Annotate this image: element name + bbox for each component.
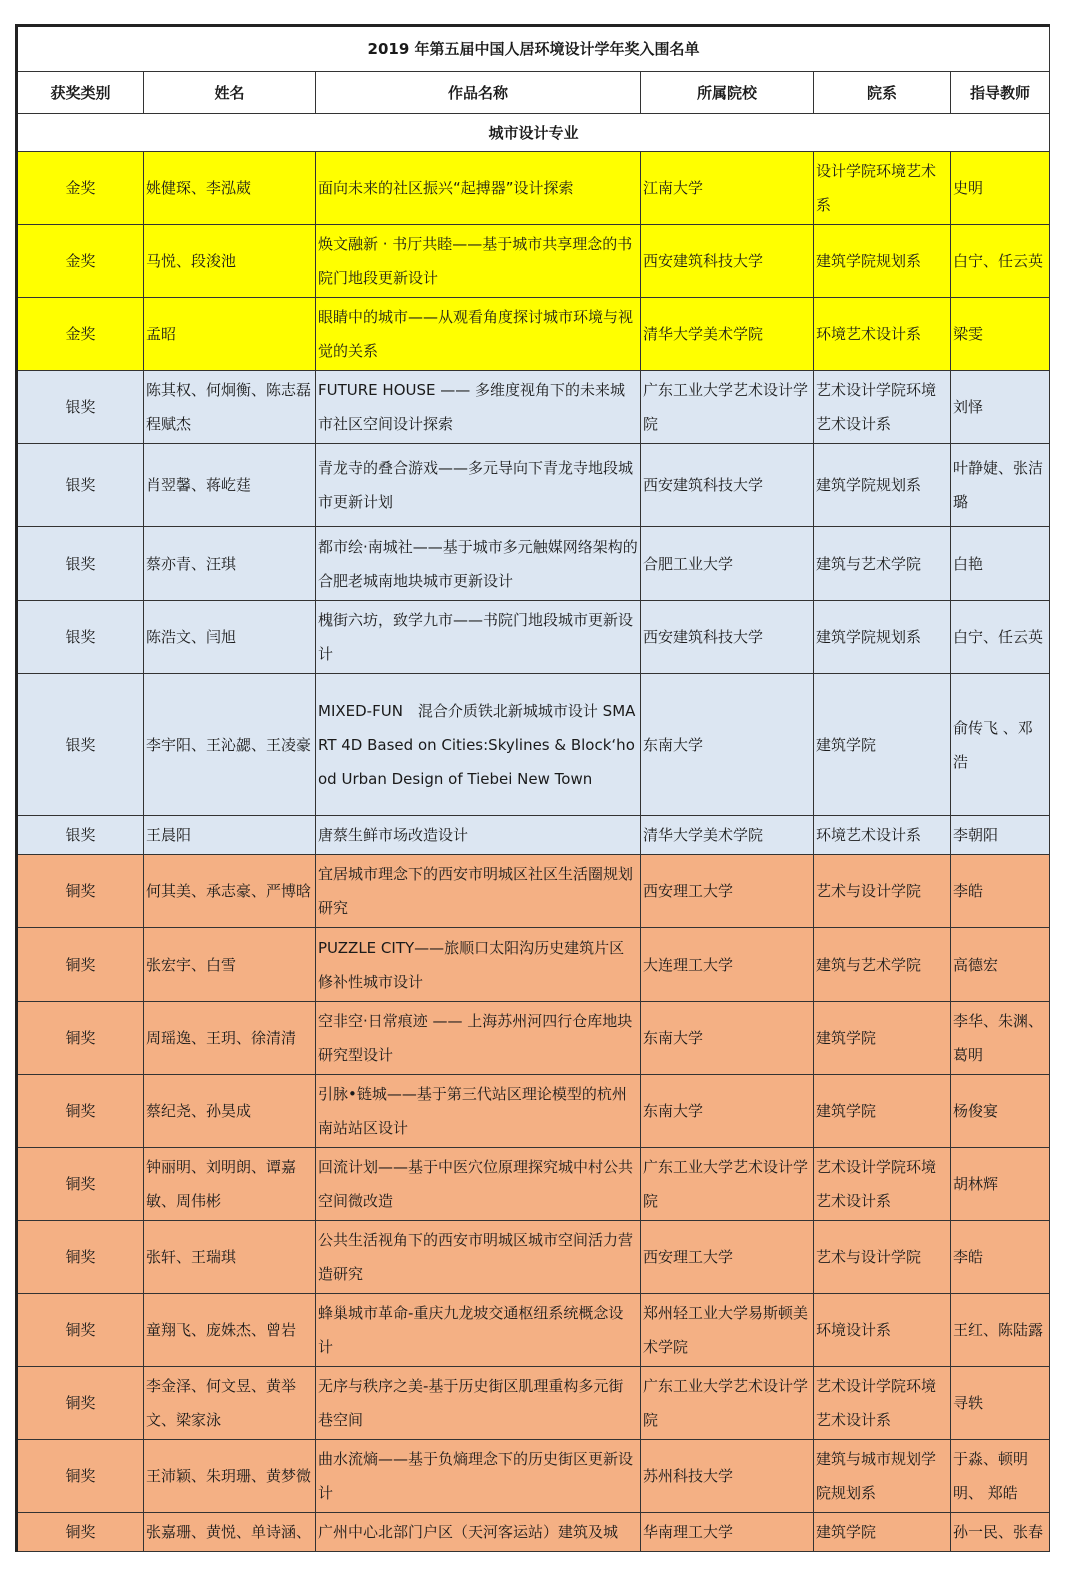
advisor-cell: 王红、陈陆露 bbox=[951, 1294, 1050, 1367]
advisor-cell: 刘怿 bbox=[951, 371, 1050, 444]
names-cell: 张嘉珊、黄悦、单诗涵、 bbox=[144, 1513, 316, 1552]
header-advisor: 指导教师 bbox=[951, 72, 1050, 114]
dept-cell: 建筑与艺术学院 bbox=[814, 928, 951, 1002]
table-row bbox=[17, 1367, 1050, 1440]
school-cell: 苏州科技大学 bbox=[641, 1440, 814, 1513]
table-row bbox=[17, 1440, 1050, 1513]
award-cell: 银奖 bbox=[17, 601, 144, 674]
school-cell: 广东工业大学艺术设计学院 bbox=[641, 371, 814, 444]
award-cell: 金奖 bbox=[17, 298, 144, 371]
table-row bbox=[17, 674, 1050, 816]
advisor-cell: 白宁、任云英 bbox=[951, 225, 1050, 298]
work-cell: 空非空·日常痕迹 —— 上海苏州河四行仓库地块研究型设计 bbox=[316, 1002, 641, 1075]
header-award: 获奖类别 bbox=[17, 72, 144, 114]
work-cell: 曲水流熵——基于负熵理念下的历史街区更新设计 bbox=[316, 1440, 641, 1513]
names-cell: 李宇阳、王沁勰、王凌豪 bbox=[144, 674, 316, 816]
school-cell: 西安理工大学 bbox=[641, 1221, 814, 1294]
work-cell: 无序与秩序之美-基于历史街区肌理重构多元街巷空间 bbox=[316, 1367, 641, 1440]
work-cell: 面向未来的社区振兴“起搏器”设计探索 bbox=[316, 152, 641, 225]
table-row bbox=[17, 527, 1050, 601]
school-cell: 广东工业大学艺术设计学院 bbox=[641, 1148, 814, 1221]
school-cell: 东南大学 bbox=[641, 674, 814, 816]
advisor-cell: 史明 bbox=[951, 152, 1050, 225]
table-title: 2019 年第五届中国人居环境设计学年奖入围名单 bbox=[17, 26, 1050, 72]
award-cell: 铜奖 bbox=[17, 855, 144, 928]
school-cell: 西安建筑科技大学 bbox=[641, 444, 814, 527]
work-cell: MIXED-FUN 混合介质铁北新城城市设计 SMART 4D Based on Cities:Skylines & Block‘hood Urban Design of Tiebei New Town bbox=[316, 674, 641, 816]
names-cell: 张宏宇、白雪 bbox=[144, 928, 316, 1002]
advisor-cell: 李皓 bbox=[951, 1221, 1050, 1294]
school-cell: 清华大学美术学院 bbox=[641, 816, 814, 855]
dept-cell: 建筑与艺术学院 bbox=[814, 527, 951, 601]
table-row bbox=[17, 855, 1050, 928]
dept-cell: 艺术设计学院环境艺术设计系 bbox=[814, 371, 951, 444]
advisor-cell: 白宁、任云英 bbox=[951, 601, 1050, 674]
advisor-cell: 杨俊宴 bbox=[951, 1075, 1050, 1148]
school-cell: 大连理工大学 bbox=[641, 928, 814, 1002]
names-cell: 王沛颖、朱玥珊、黄梦微 bbox=[144, 1440, 316, 1513]
advisor-cell: 白艳 bbox=[951, 527, 1050, 601]
header-work: 作品名称 bbox=[316, 72, 641, 114]
advisor-cell: 李朝阳 bbox=[951, 816, 1050, 855]
dept-cell: 建筑学院 bbox=[814, 674, 951, 816]
header-school: 所属院校 bbox=[641, 72, 814, 114]
work-cell: 引脉•链城——基于第三代站区理论模型的杭州南站站区设计 bbox=[316, 1075, 641, 1148]
dept-cell: 艺术与设计学院 bbox=[814, 1221, 951, 1294]
school-cell: 西安建筑科技大学 bbox=[641, 225, 814, 298]
dept-cell: 建筑学院规划系 bbox=[814, 444, 951, 527]
dept-cell: 艺术与设计学院 bbox=[814, 855, 951, 928]
advisor-cell: 寻轶 bbox=[951, 1367, 1050, 1440]
award-cell: 铜奖 bbox=[17, 1513, 144, 1552]
work-cell: PUZZLE CITY——旅顺口太阳沟历史建筑片区修补性城市设计 bbox=[316, 928, 641, 1002]
school-cell: 东南大学 bbox=[641, 1075, 814, 1148]
names-cell: 蔡纪尧、孙昊成 bbox=[144, 1075, 316, 1148]
advisor-cell: 李皓 bbox=[951, 855, 1050, 928]
award-cell: 铜奖 bbox=[17, 1294, 144, 1367]
table-row bbox=[17, 1148, 1050, 1221]
names-cell: 钟丽明、刘明朗、谭嘉敏、周伟彬 bbox=[144, 1148, 316, 1221]
award-cell: 金奖 bbox=[17, 152, 144, 225]
table-row bbox=[17, 816, 1050, 855]
school-cell: 广东工业大学艺术设计学院 bbox=[641, 1367, 814, 1440]
school-cell: 郑州轻工业大学易斯顿美术学院 bbox=[641, 1294, 814, 1367]
award-cell: 铜奖 bbox=[17, 1221, 144, 1294]
table-row bbox=[17, 298, 1050, 371]
dept-cell: 建筑学院规划系 bbox=[814, 601, 951, 674]
work-cell: 青龙寺的叠合游戏——多元导向下青龙寺地段城市更新计划 bbox=[316, 444, 641, 527]
names-cell: 孟昭 bbox=[144, 298, 316, 371]
dept-cell: 环境艺术设计系 bbox=[814, 816, 951, 855]
award-cell: 银奖 bbox=[17, 371, 144, 444]
work-cell: 焕文融新 · 书厅共睦——基于城市共享理念的书院门地段更新设计 bbox=[316, 225, 641, 298]
dept-cell: 建筑学院 bbox=[814, 1513, 951, 1552]
school-cell: 华南理工大学 bbox=[641, 1513, 814, 1552]
table-row bbox=[17, 371, 1050, 444]
award-cell: 银奖 bbox=[17, 527, 144, 601]
advisor-cell: 胡林辉 bbox=[951, 1148, 1050, 1221]
names-cell: 张轩、王瑞琪 bbox=[144, 1221, 316, 1294]
work-cell: 眼睛中的城市——从观看角度探讨城市环境与视觉的关系 bbox=[316, 298, 641, 371]
award-cell: 铜奖 bbox=[17, 1002, 144, 1075]
award-cell: 铜奖 bbox=[17, 1367, 144, 1440]
work-cell: FUTURE HOUSE —— 多维度视角下的未来城市社区空间设计探索 bbox=[316, 371, 641, 444]
award-cell: 铜奖 bbox=[17, 1075, 144, 1148]
award-cell: 金奖 bbox=[17, 225, 144, 298]
school-cell: 西安建筑科技大学 bbox=[641, 601, 814, 674]
names-cell: 马悦、段浚池 bbox=[144, 225, 316, 298]
names-cell: 陈其权、何炯衡、陈志磊 程赋杰 bbox=[144, 371, 316, 444]
school-cell: 东南大学 bbox=[641, 1002, 814, 1075]
award-cell: 银奖 bbox=[17, 444, 144, 527]
work-cell: 唐蔡生鲜市场改造设计 bbox=[316, 816, 641, 855]
school-cell: 清华大学美术学院 bbox=[641, 298, 814, 371]
work-cell: 公共生活视角下的西安市明城区城市空间活力营造研究 bbox=[316, 1221, 641, 1294]
table-row bbox=[17, 444, 1050, 527]
names-cell: 陈浩文、闫旭 bbox=[144, 601, 316, 674]
advisor-cell: 高德宏 bbox=[951, 928, 1050, 1002]
award-cell: 铜奖 bbox=[17, 1148, 144, 1221]
work-cell: 蜂巢城市革命-重庆九龙坡交通枢纽系统概念设计 bbox=[316, 1294, 641, 1367]
dept-cell: 建筑学院 bbox=[814, 1075, 951, 1148]
table-row bbox=[17, 152, 1050, 225]
table-row bbox=[17, 225, 1050, 298]
school-cell: 江南大学 bbox=[641, 152, 814, 225]
work-cell: 回流计划——基于中医穴位原理探究城中村公共空间微改造 bbox=[316, 1148, 641, 1221]
advisor-cell: 梁雯 bbox=[951, 298, 1050, 371]
dept-cell: 建筑与城市规划学院规划系 bbox=[814, 1440, 951, 1513]
advisor-cell: 叶静婕、张洁璐 bbox=[951, 444, 1050, 527]
dept-cell: 设计学院环境艺术系 bbox=[814, 152, 951, 225]
award-cell: 银奖 bbox=[17, 816, 144, 855]
table-row bbox=[17, 928, 1050, 1002]
names-cell: 周瑶逸、王玥、徐清清 bbox=[144, 1002, 316, 1075]
section-heading: 城市设计专业 bbox=[17, 114, 1050, 152]
work-cell: 都市绘·南城社——基于城市多元触媒网络架构的合肥老城南地块城市更新设计 bbox=[316, 527, 641, 601]
table-row bbox=[17, 1221, 1050, 1294]
dept-cell: 环境艺术设计系 bbox=[814, 298, 951, 371]
table-row bbox=[17, 601, 1050, 674]
work-cell: 广州中心北部门户区（天河客运站）建筑及城 bbox=[316, 1513, 641, 1552]
table-row bbox=[17, 1513, 1050, 1552]
work-cell: 宜居城市理念下的西安市明城区社区生活圈规划研究 bbox=[316, 855, 641, 928]
names-cell: 李金泽、何文昱、黄举文、梁家泳 bbox=[144, 1367, 316, 1440]
school-cell: 合肥工业大学 bbox=[641, 527, 814, 601]
table-row bbox=[17, 1002, 1050, 1075]
names-cell: 何其美、承志豪、严博晗 bbox=[144, 855, 316, 928]
dept-cell: 艺术设计学院环境艺术设计系 bbox=[814, 1148, 951, 1221]
award-cell: 铜奖 bbox=[17, 1440, 144, 1513]
dept-cell: 建筑学院 bbox=[814, 1002, 951, 1075]
dept-cell: 艺术设计学院环境艺术设计系 bbox=[814, 1367, 951, 1440]
names-cell: 蔡亦青、汪琪 bbox=[144, 527, 316, 601]
table-body bbox=[17, 152, 1050, 1552]
dept-cell: 建筑学院规划系 bbox=[814, 225, 951, 298]
table-row bbox=[17, 1075, 1050, 1148]
header-names: 姓名 bbox=[144, 72, 316, 114]
names-cell: 姚健琛、李泓葳 bbox=[144, 152, 316, 225]
names-cell: 肖翌馨、蒋屹莛 bbox=[144, 444, 316, 527]
award-table bbox=[15, 24, 1050, 1552]
header-dept: 院系 bbox=[814, 72, 951, 114]
names-cell: 童翔飞、庞姝杰、曾岩 bbox=[144, 1294, 316, 1367]
dept-cell: 环境设计系 bbox=[814, 1294, 951, 1367]
table-row bbox=[17, 1294, 1050, 1367]
advisor-cell: 孙一民、张春 bbox=[951, 1513, 1050, 1552]
work-cell: 槐街六坊，致学九市——书院门地段城市更新设计 bbox=[316, 601, 641, 674]
advisor-cell: 李华、朱渊、葛明 bbox=[951, 1002, 1050, 1075]
header-row bbox=[17, 72, 1050, 114]
award-list-sheet bbox=[15, 24, 1048, 1552]
advisor-cell: 于淼、顿明明、 郑皓 bbox=[951, 1440, 1050, 1513]
school-cell: 西安理工大学 bbox=[641, 855, 814, 928]
award-cell: 铜奖 bbox=[17, 928, 144, 1002]
award-cell: 银奖 bbox=[17, 674, 144, 816]
advisor-cell: 俞传飞 、邓浩 bbox=[951, 674, 1050, 816]
names-cell: 王晨阳 bbox=[144, 816, 316, 855]
